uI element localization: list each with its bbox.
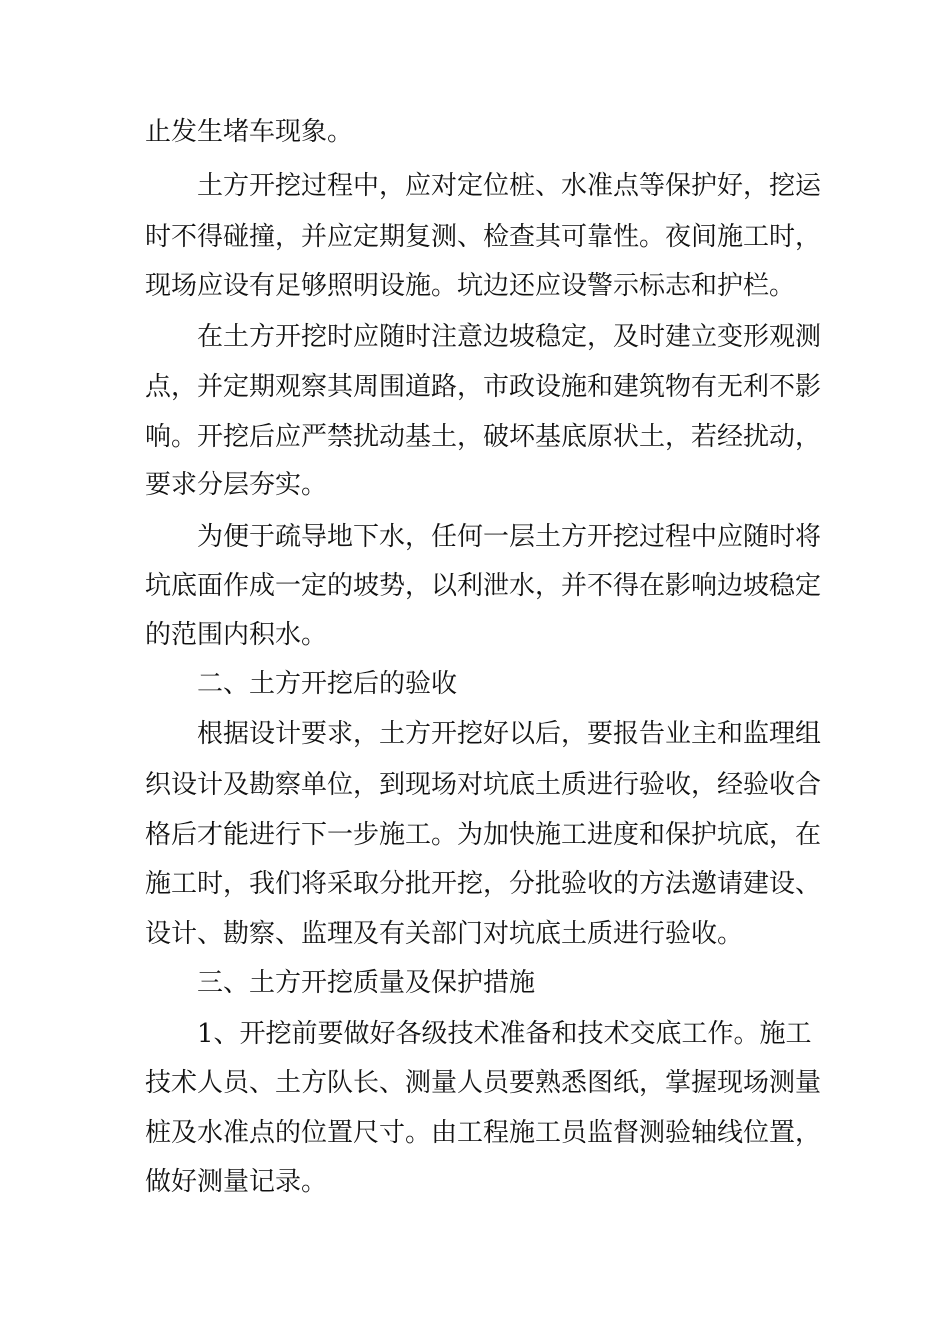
text-line: 做好测量记录。 (145, 1167, 328, 1197)
text-line: 织设计及勘察单位，到现场对坑底土质进行验收，经验收合 (145, 770, 822, 800)
section-heading: 二、土方开挖后的验收 (197, 669, 458, 699)
paragraph-first-line: 根据设计要求，土方开挖好以后，要报告业主和监理组 (197, 719, 822, 749)
text-line: 止发生堵车现象。 (145, 117, 354, 147)
text-line: 响。开挖后应严禁扰动基土，破坏基底原状土，若经扰动， (145, 422, 822, 452)
text-line: 现场应设有足够照明设施。坑边还应设警示标志和护栏。 (145, 271, 796, 301)
section-heading: 三、土方开挖质量及保护措施 (197, 968, 536, 998)
text-line: 施工时，我们将采取分批开挖，分批验收的方法邀请建设、 (145, 869, 822, 899)
text-line: 坑底面作成一定的坡势，以利泄水，并不得在影响边坡稳定 (145, 571, 822, 601)
text-line: 格后才能进行下一步施工。为加快施工进度和保护坑底，在 (145, 820, 822, 850)
paragraph-first-line: 在土方开挖时应随时注意边坡稳定，及时建立变形观测 (197, 322, 822, 352)
text-line: 要求分层夯实。 (145, 470, 328, 500)
text-line: 时不得碰撞，并应定期复测、检查其可靠性。夜间施工时， (145, 222, 822, 252)
paragraph-first-line: 1、开挖前要做好各级技术准备和技术交底工作。施工 (197, 1019, 812, 1049)
text-line: 点，并定期观察其周围道路，市政设施和建筑物有无利不影 (145, 372, 822, 402)
text-line: 桩及水准点的位置尺寸。由工程施工员监督测验轴线位置， (145, 1118, 822, 1148)
text-line: 设计、勘察、监理及有关部门对坑底土质进行验收。 (145, 919, 744, 949)
paragraph-first-line: 土方开挖过程中，应对定位桩、水准点等保护好，挖运 (197, 171, 822, 201)
paragraph-first-line: 为便于疏导地下水，任何一层土方开挖过程中应随时将 (197, 522, 822, 552)
text-line: 技术人员、土方队长、测量人员要熟悉图纸，掌握现场测量 (145, 1068, 822, 1098)
text-line: 的范围内积水。 (145, 620, 328, 650)
